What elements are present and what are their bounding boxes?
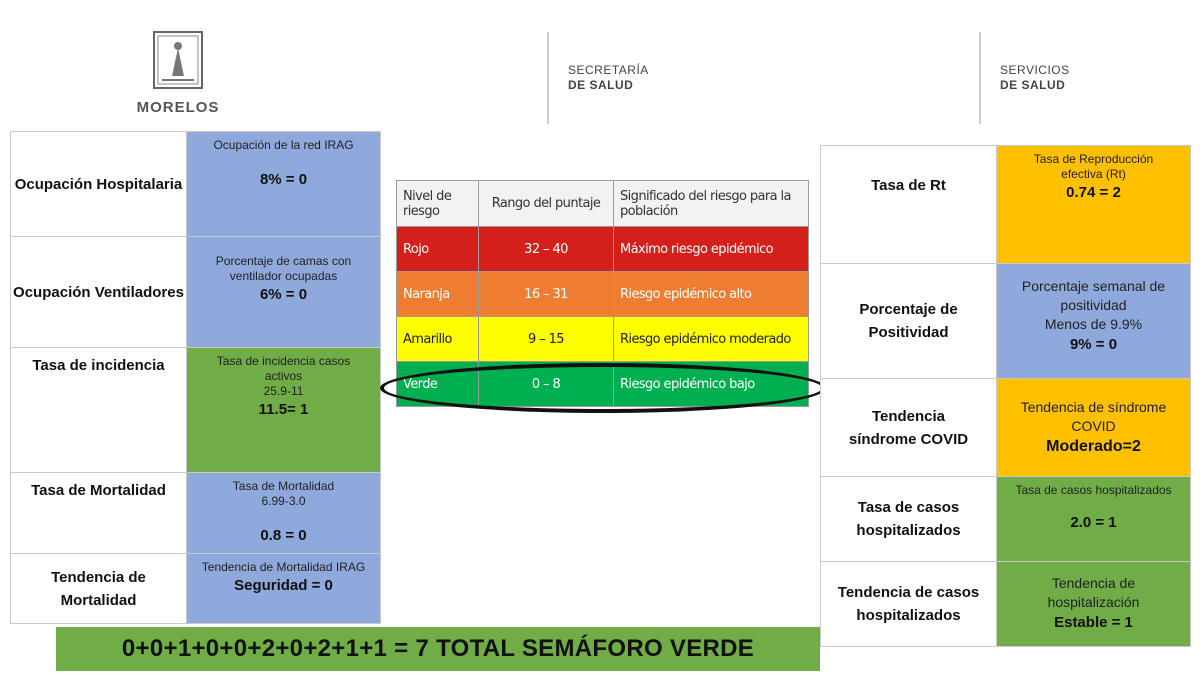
risk-meaning: Máximo riesgo epidémico <box>614 227 809 272</box>
indicator-value-cell <box>187 473 381 554</box>
indicator-label: Tendencia de casos hospitalizados <box>821 562 997 647</box>
indicator-row <box>821 146 1191 264</box>
indicator-row <box>821 379 1191 477</box>
indicator-row <box>821 477 1191 562</box>
indicator-value-cell <box>997 477 1191 562</box>
indicator-row <box>11 348 381 473</box>
indicator-sub: 6.99-3.0 <box>261 494 306 508</box>
right-indicators-table <box>820 145 1191 647</box>
risk-level: Rojo <box>397 227 479 272</box>
risk-level: Naranja <box>397 272 479 317</box>
brand-name: MORELOS <box>136 99 220 116</box>
risk-header: Significado del riesgo para la población <box>614 181 809 227</box>
indicator-value: Estable = 1 <box>1054 614 1133 631</box>
risk-range: 16 – 31 <box>479 272 614 317</box>
risk-row-naranja <box>397 272 809 317</box>
state-seal-icon <box>152 30 204 90</box>
risk-header: Rango del puntaje <box>479 181 614 227</box>
servicios-line1: SERVICIOS <box>1000 63 1070 77</box>
indicator-label: Tasa de Mortalidad <box>11 473 187 554</box>
indicator-title: Tasa de casos hospitalizados <box>1015 483 1172 497</box>
indicator-value-cell <box>997 562 1191 647</box>
indicator-value-cell <box>187 554 381 624</box>
indicator-title: Tasa de Mortalidad <box>232 479 335 493</box>
risk-meaning: Riesgo epidémico moderado <box>614 317 809 362</box>
indicator-value: 0.8 = 0 <box>260 527 307 544</box>
indicator-title: Porcentaje de camas con ventilador ocupadas <box>215 254 352 283</box>
indicator-value: 2.0 = 1 <box>1070 514 1117 531</box>
risk-range: 32 – 40 <box>479 227 614 272</box>
indicator-value: 6% = 0 <box>259 286 308 303</box>
indicator-sub: 25.9-11 <box>263 384 304 398</box>
risk-row-amarillo <box>397 317 809 362</box>
total-semaforo: 0+0+1+0+0+2+0+2+1+1 = 7 TOTAL SEMÁFORO VERDE <box>56 627 820 671</box>
indicator-label: Tendencia síndrome COVID <box>821 379 997 477</box>
left-indicators-table <box>10 131 381 624</box>
indicator-label: Tasa de Rt <box>821 146 997 264</box>
indicator-title: Tasa de Reproducción efectiva (Rt) <box>1033 152 1154 181</box>
indicator-title: Porcentaje semanal de positividad <box>1021 277 1166 313</box>
risk-header-row <box>397 181 809 227</box>
indicator-title: Tasa de incidencia casos activos <box>216 354 351 383</box>
indicator-value: 9% = 0 <box>1069 335 1118 353</box>
indicator-label: Ocupación Ventiladores <box>11 237 187 348</box>
indicator-value: 0.74 = 2 <box>1066 184 1121 201</box>
servicios-de-salud <box>1000 63 1070 93</box>
highlight-oval <box>380 363 826 413</box>
indicator-value-cell <box>187 132 381 237</box>
indicator-label: Tasa de casos hospitalizados <box>821 477 997 562</box>
indicator-value-cell <box>187 237 381 348</box>
indicator-title: Tendencia de síndrome COVID <box>1020 398 1167 434</box>
risk-range: 0 – 8 <box>479 362 614 407</box>
indicator-label: Tasa de incidencia <box>11 348 187 473</box>
indicator-value: Seguridad = 0 <box>234 577 333 594</box>
morelos-logo <box>128 30 228 116</box>
secretaria-de-salud <box>568 63 649 93</box>
indicator-value-cell <box>997 264 1191 379</box>
indicator-row <box>11 132 381 237</box>
indicator-title: Tendencia de Mortalidad IRAG <box>201 560 366 574</box>
risk-meaning: Riesgo epidémico bajo <box>614 362 809 407</box>
risk-header: Nivel de riesgo <box>397 181 479 227</box>
indicator-value: Moderado=2 <box>1046 437 1141 455</box>
risk-level: Verde <box>397 362 479 407</box>
secretaria-line1: SECRETARÍA <box>568 63 649 77</box>
indicator-value: 11.5= 1 <box>258 401 309 418</box>
risk-meaning: Riesgo epidémico alto <box>614 272 809 317</box>
secretaria-line2: DE SALUD <box>568 78 634 92</box>
indicator-title: Ocupación de la red IRAG <box>213 138 354 152</box>
indicator-value-cell <box>997 379 1191 477</box>
risk-level: Amarillo <box>397 317 479 362</box>
indicator-label: Tendencia de Mortalidad <box>11 554 187 624</box>
indicator-value-cell <box>997 146 1191 264</box>
indicator-value-cell <box>187 348 381 473</box>
indicator-row <box>11 237 381 348</box>
indicator-label: Ocupación Hospitalaria <box>11 132 187 237</box>
risk-range: 9 – 15 <box>479 317 614 362</box>
indicator-row <box>821 562 1191 647</box>
risk-row-rojo <box>397 227 809 272</box>
indicator-label: Porcentaje de Positividad <box>821 264 997 379</box>
indicator-row <box>11 554 381 624</box>
header-divider <box>979 32 981 124</box>
header-divider <box>547 32 549 124</box>
indicator-title: Tendencia de hospitalización <box>1047 575 1140 610</box>
indicator-sub: Menos de 9.9% <box>1044 315 1143 332</box>
indicator-row <box>821 264 1191 379</box>
indicator-row <box>11 473 381 554</box>
servicios-line2: DE SALUD <box>1000 78 1066 92</box>
indicator-value: 8% = 0 <box>259 171 308 188</box>
